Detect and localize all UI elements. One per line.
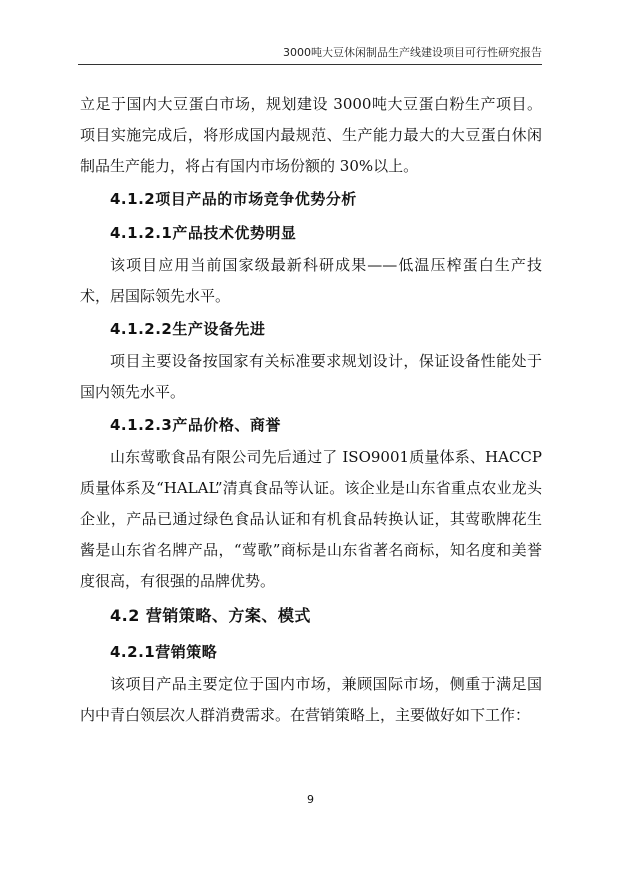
header-rule <box>78 64 542 65</box>
heading-4-2: 4.2 营销策略、方案、模式 <box>110 606 311 625</box>
paragraph-4-1-2-2: 项目主要设备按国家有关标准要求规划设计，保证设备性能处于国内领先水平。 <box>80 352 542 401</box>
running-header: 3000吨大豆休闲制品生产线建设项目可行性研究报告 <box>283 46 542 59</box>
heading-4-1-2-1: 4.1.2.1产品技术优势明显 <box>110 224 297 242</box>
page-number: 9 <box>307 793 314 806</box>
paragraph-4-1-2-3: 山东莺歌食品有限公司先后通过了 ISO9001质量体系、HACCP质量体系及“HALAL”清真食品等认证。该企业是山东省重点农业龙头企业，产品已通过绿色食品认证和有机食品转换认证，其莺歌牌花生酱是山东省名牌产品，“莺歌”商标是山东省著名商标，知名度和美誉度很高，有很强的品牌优势。 <box>80 448 542 590</box>
heading-4-1-2-2: 4.1.2.2生产设备先进 <box>110 320 266 338</box>
heading-4-1-2: 4.1.2项目产品的市场竞争优势分析 <box>110 190 357 208</box>
page-body <box>80 89 542 731</box>
paragraph-4-2-1: 该项目产品主要定位于国内市场，兼顾国际市场，侧重于满足国内中青白领层次人群消费需求。在营销策略上，主要做好如下工作： <box>80 675 542 724</box>
heading-4-2-1: 4.2.1营销策略 <box>110 643 218 661</box>
paragraph-4-1-2-1: 该项目应用当前国家级最新科研成果——低温压榨蛋白生产技术，居国际领先水平。 <box>80 256 542 305</box>
heading-4-1-2-3: 4.1.2.3产品价格、商誉 <box>110 416 281 434</box>
intro-paragraph: 立足于国内大豆蛋白市场，规划建设 3000吨大豆蛋白粉生产项目。项目实施完成后，将形成国内最规范、生产能力最大的大豆蛋白休闲制品生产能力，将占有国内市场份额的 30%以上。 <box>80 95 542 175</box>
